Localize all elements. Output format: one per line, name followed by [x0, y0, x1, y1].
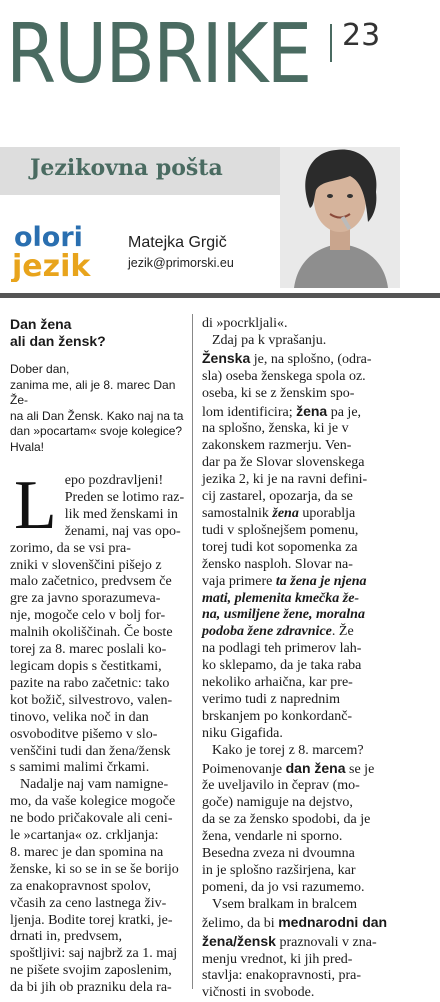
- text-line: tinovo, velika noč in dan: [10, 709, 149, 725]
- answer-paragraph-5: [202, 897, 432, 1002]
- text-line: oseba, ki se z ženskim spo-: [202, 385, 355, 401]
- text-line: brskanjem po konkordanč-: [202, 708, 353, 724]
- text-line: torej tudi kot sopomenka za: [202, 539, 358, 555]
- drop-cap: L: [14, 467, 57, 544]
- text-line: ženami, naj vas opo-: [64, 523, 181, 539]
- text-line: nekoliko arhaična, kar pre-: [202, 675, 353, 691]
- answer-paragraph-4: [202, 743, 432, 897]
- text-line: zorimo, da se vsi pra-: [10, 540, 131, 556]
- term-dan-zena: dan žena: [285, 759, 346, 776]
- answer-paragraph-1: [10, 467, 190, 777]
- text-fragment: se je: [345, 761, 375, 777]
- text-line: kot božič, silvestrovo, valen-: [10, 692, 173, 708]
- text-line: tudi v splošnejšem pomenu,: [202, 522, 359, 538]
- text-line: s samimi malimi črkami.: [10, 760, 150, 776]
- text-line: Vsem bralkam in bralcem: [212, 896, 358, 912]
- term-zena-zensk: žena/žensk: [202, 932, 276, 949]
- author-email[interactable]: jezik@primorski.eu: [128, 256, 234, 270]
- text-line: stavlja: enakopravnosti, pra-: [202, 968, 362, 984]
- page-header: [0, 0, 440, 118]
- text-line: gre za javno sporazumeva-: [10, 591, 161, 607]
- column-divider: [192, 314, 193, 989]
- text-line: ne pišete svojim zaposlenim,: [10, 963, 172, 979]
- text-line: ne bodo pričakovale ali ceni-: [10, 811, 173, 827]
- example-text: ta žena je njena: [275, 573, 367, 589]
- text-line: zniki v slovenščini pišejo z: [10, 557, 162, 573]
- text-line: malo začetnico, predvsem če: [10, 574, 172, 590]
- text-line: verimo tudi z naprednim: [202, 691, 341, 707]
- example-text: na, usmiljene žene, moralna: [202, 607, 365, 623]
- left-column: [10, 316, 190, 997]
- section-title: RUBRIKE: [6, 7, 311, 102]
- example-text: mati, plemenita kmečka že-: [202, 590, 360, 606]
- text-line: Kako je torej z 8. marcem?: [212, 742, 364, 758]
- text-line: ženske, ki so se in se še borijo: [10, 861, 179, 877]
- text-line: nje, mogoče celo v bolj for-: [10, 608, 166, 624]
- text-line: žena, vendarle ni sporno.: [202, 829, 343, 845]
- text-line: jezika 2, ki je na ravni defini-: [202, 472, 368, 488]
- text-line: zakonskem razmerju. Ven-: [202, 438, 352, 454]
- text-fragment: Poimenovanje: [202, 761, 286, 777]
- answer-paragraph-2: [10, 777, 190, 997]
- text-line: 8. marec je dan spomina na: [10, 844, 164, 860]
- author-name: Matejka Grgič: [128, 234, 227, 251]
- text-line: spoštljivi: saj najbrž za 1. maj: [10, 946, 178, 962]
- text-line: na splošno, ženska, ki je v: [202, 421, 349, 437]
- question-body: [10, 362, 190, 455]
- text-fragment: praznovali v zna-: [275, 934, 377, 950]
- text-line: pomeni, da jo vsi razumemo.: [202, 879, 365, 895]
- term-zena-italic: žena: [272, 505, 299, 521]
- text-line: in je splošno razširjena, kar: [202, 863, 356, 878]
- text-line: menju vrednot, ki jih pred-: [202, 951, 353, 967]
- text-line: dar pa že Slovar slovenskega: [202, 455, 365, 471]
- logo-word-jezik: jezik: [12, 249, 91, 282]
- text-fragment: . Že: [331, 624, 354, 640]
- text-line: niku Gigafida.: [202, 725, 283, 741]
- example-text: podoba žene zdravnice: [202, 624, 332, 640]
- text-line: pazite na rabo začetnic: tako: [10, 675, 170, 691]
- text-line: za enakopravnost spolov,: [10, 878, 151, 894]
- text-line: Preden se lotimo raz-: [64, 489, 185, 505]
- question-title-line: ali dan žensk?: [10, 333, 106, 349]
- answer-paragraph-2-end: [202, 316, 432, 333]
- text-line: Nadalje naj vam namigne-: [20, 777, 169, 793]
- text-fragment: pa je,: [327, 404, 362, 420]
- text-line: cij zastarel, opozarja, da se: [202, 489, 353, 505]
- author-photo: [280, 118, 400, 288]
- text-fragment: uporablja: [298, 505, 356, 521]
- text-line: že uveljavilo in čeprav (mo-: [202, 778, 360, 794]
- text-line: ko sklepamo, da je taka raba: [202, 658, 362, 674]
- text-line: lik med ženskami in: [64, 506, 178, 522]
- answer-paragraph-3: [202, 333, 432, 743]
- page-number: 23: [342, 18, 381, 53]
- text-line: žensko nasploh. Slovar na-: [202, 556, 353, 572]
- question-title-line: Dan žena: [10, 316, 72, 332]
- text-fragment: vaja primere: [202, 573, 276, 589]
- text-line: le »cartanja« oz. crkljanja:: [10, 828, 159, 844]
- text-line: da bi jih ob prazniku dela ra-: [10, 980, 172, 996]
- text-line: malnih okoliščinah. Če boste: [10, 625, 173, 641]
- text-line: osvoboditve pišemo v slo-: [10, 726, 158, 742]
- text-line: ljenja. Bodite torej kratki, je-: [10, 912, 173, 928]
- text-fragment: je, na splošno, (odra-: [250, 351, 372, 367]
- header-separator: [330, 24, 332, 62]
- question-title: [10, 316, 190, 350]
- text-line: epo pozdravljeni!: [64, 473, 164, 488]
- term-zenska: Ženska: [202, 349, 251, 366]
- question-line: zanima me, ali je 8. marec Dan Že-: [10, 377, 176, 407]
- divider: [0, 293, 440, 298]
- text-line: goče) namiguje na dejstvo,: [202, 795, 353, 811]
- text-line: vičnosti in svobode.: [202, 985, 315, 1001]
- text-line: na podlagi teh primerov lah-: [202, 641, 362, 657]
- column-title: Jezikovna pošta: [30, 155, 223, 181]
- logo-word-olori: olori: [14, 222, 83, 253]
- text-line: drnati in, predvsem,: [10, 929, 122, 945]
- text-line: da se za žensko spodobi, da je: [202, 812, 371, 828]
- question-line: Hvala!: [10, 439, 45, 454]
- text-line: Besedna zveza ni dvoumna: [202, 846, 355, 862]
- text-line: mo, da vaše kolegice mogoče: [10, 794, 176, 810]
- text-line: včasih za ceno lastnega živ-: [10, 895, 167, 911]
- right-column: [202, 316, 432, 1002]
- question-line: Dober dan,: [10, 362, 70, 376]
- question-line: dan »pocartam« svoje kolegice?: [10, 424, 183, 438]
- text-line: di »pocrkljali«.: [202, 316, 288, 331]
- text-line: torej za 8. marec poslali ko-: [10, 642, 167, 658]
- text-fragment: želimo, da bi: [202, 915, 279, 931]
- text-line: legicam dopis s čestitkami,: [10, 658, 162, 674]
- text-line: sla) oseba ženskega spola oz.: [202, 368, 366, 384]
- olori-jezik-logo: [10, 222, 120, 282]
- text-line: venščini tudi dan žena/žensk: [10, 743, 171, 759]
- question-line: na ali Dan Žensk. Kako naj na ta: [10, 408, 184, 423]
- text-fragment: samostalnik: [202, 505, 273, 521]
- text-fragment: lom identificira;: [202, 404, 297, 420]
- text-line: Zdaj pa k vprašanju.: [212, 332, 327, 348]
- term-mednarodni-dan: mednarodni dan: [278, 913, 388, 930]
- term-zena: žena: [296, 402, 328, 419]
